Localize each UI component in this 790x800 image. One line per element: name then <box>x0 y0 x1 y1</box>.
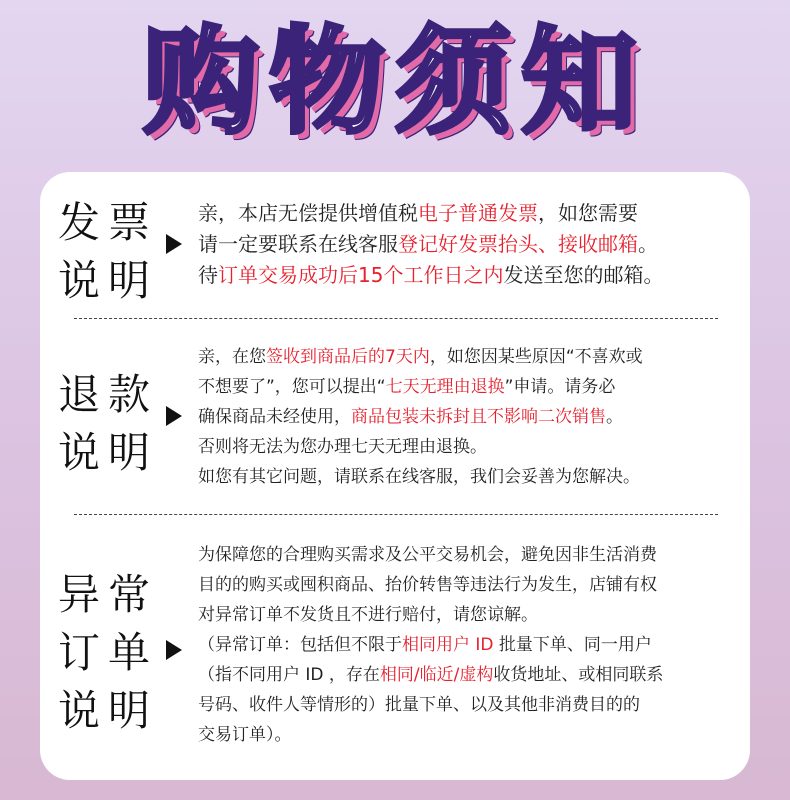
text-segment: 确保商品未经使用， <box>198 407 351 427</box>
abnormal-line-5 <box>198 660 738 690</box>
triangle-right-icon <box>166 640 182 660</box>
abnormal-line-1: 为保障您的合理购买需求及公平交易机会，避免因非生活消费 <box>198 545 657 565</box>
triangle-right-icon <box>166 234 182 254</box>
refund-label-line2: 说明 <box>58 428 159 477</box>
invoice-line-1 <box>198 198 738 229</box>
highlight-text: 电子普通发票 <box>418 201 538 225</box>
highlight-text: 订单交易成功后15个工作日之内 <box>218 263 504 287</box>
refund-line-3 <box>198 402 738 432</box>
invoice-label <box>58 194 158 310</box>
highlight-text: 七天无理由退换 <box>385 377 505 397</box>
highlight-text: 商品包装未拆封且不影响二次销售 <box>351 407 606 427</box>
abnormal-line-4 <box>198 630 738 660</box>
refund-label <box>58 366 158 482</box>
refund-line-4: 否则将无法为您办理七天无理由退换。 <box>198 437 487 457</box>
refund-line-5: 如您有其它问题，请联系在线客服，我们会妥善为您解决。 <box>198 467 640 487</box>
text-segment: 待 <box>198 263 218 287</box>
refund-text <box>198 342 738 492</box>
text-segment: 请一定要联系在线客服 <box>198 232 398 256</box>
text-segment: 。 <box>606 407 623 427</box>
triangle-right-icon <box>166 406 182 426</box>
invoice-label-line1: 发票 <box>58 198 159 247</box>
highlight-text: 相同/临近/虚构 <box>379 665 494 685</box>
abnormal-line-6: 号码、收件人等情形的）批量下单、以及其他非消费目的的 <box>198 695 640 715</box>
text-segment: 。 <box>638 232 658 256</box>
invoice-label-line2: 说明 <box>58 256 159 305</box>
abnormal-text <box>198 540 738 750</box>
refund-line-1 <box>198 342 738 372</box>
text-segment: 发送至您的邮箱。 <box>503 263 664 287</box>
abnormal-label-line2: 订单 <box>58 628 159 677</box>
text-segment: （指不同用户 ID ，存在 <box>198 665 380 685</box>
text-segment: 亲，本店无偿提供增值税 <box>198 201 418 225</box>
text-segment: ，如您因某些原因“不喜欢或 <box>429 347 643 367</box>
text-segment: ”申请。请务必 <box>504 377 616 397</box>
refund-label-line1: 退款 <box>58 370 159 419</box>
highlight-text: 签收到商品后的7天内 <box>266 347 430 367</box>
abnormal-label-line3: 说明 <box>58 686 159 735</box>
abnormal-label <box>58 566 158 740</box>
text-segment: 亲，在您 <box>198 347 266 367</box>
section-divider <box>74 514 718 515</box>
abnormal-line-2: 目的的购买或囤积商品、抬价转售等违法行为发生，店铺有权 <box>198 575 657 595</box>
text-segment: （异常订单：包括但不限于 <box>198 635 402 655</box>
section-divider <box>74 318 718 319</box>
text-segment: ，如您需要 <box>538 201 638 225</box>
invoice-text <box>198 198 738 291</box>
abnormal-line-7: 交易订单）。 <box>198 725 292 745</box>
invoice-line-2 <box>198 229 738 260</box>
abnormal-line-3: 对异常订单不发货且不进行赔付，请您谅解。 <box>198 605 538 625</box>
invoice-line-3 <box>198 260 738 291</box>
notice-card <box>40 172 750 780</box>
text-segment: 收货地址、或相同联系 <box>493 665 664 685</box>
page-title: 购物须知 <box>143 15 647 150</box>
refund-line-2 <box>198 372 738 402</box>
text-segment: 不想要了”，您可以提出“ <box>198 377 386 397</box>
highlight-text: 登记好发票抬头、接收邮箱 <box>398 232 638 256</box>
highlight-text: 相同用户 ID <box>402 635 494 655</box>
text-segment: 批量下单、同一用户 <box>493 635 652 655</box>
abnormal-label-line1: 异常 <box>58 570 159 619</box>
